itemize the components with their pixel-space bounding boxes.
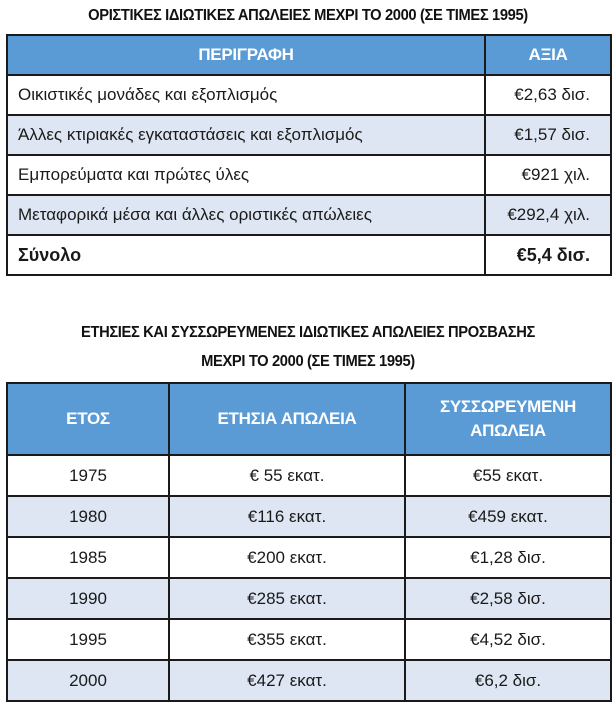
table2-title-line2: ΜΕΧΡΙ ΤΟ 2000 (ΣΕ ΤΙΜΕΣ 1995) (201, 353, 415, 370)
row-value: €2,63 δισ. (485, 75, 611, 115)
header-cumulative-line1: ΣΥΣΣΩΡΕΥΜΕΝΗ (439, 397, 577, 416)
table2-title-line1: ΕΤΗΣΙΕΣ ΚΑΙ ΣΥΣΣΩΡΕΥΜΕΝΕΣ ΙΔΙΩΤΙΚΕΣ ΑΠΩΛΕΙΕΣ ΠΡΟΣΒΑΣΗΣ (81, 324, 535, 341)
header-annual-loss: ΕΤΗΣΙΑ ΑΠΩΛΕΙΑ (169, 383, 405, 455)
row-description: Άλλες κτιριακές εγκαταστάσεις και εξοπλισμός (7, 115, 485, 155)
table-row (7, 455, 611, 496)
header-cumulative-loss (405, 383, 611, 455)
row-annual: € 55 εκατ. (169, 455, 405, 496)
table-row (7, 496, 611, 537)
row-cumulative: €6,2 δισ. (405, 660, 611, 701)
table-header-row (7, 383, 611, 455)
row-year: 1985 (7, 537, 169, 578)
header-year: ΕΤΟΣ (7, 383, 169, 455)
table-row (7, 619, 611, 660)
row-description: Μεταφορικά μέσα και άλλες οριστικές απώλειες (7, 195, 485, 235)
table-row (7, 537, 611, 578)
row-description: Οικιστικές μονάδες και εξοπλισμός (7, 75, 485, 115)
total-value: €5,4 δισ. (485, 235, 611, 275)
table-row (7, 115, 611, 155)
row-annual: €285 εκατ. (169, 578, 405, 619)
table-row (7, 578, 611, 619)
row-year: 1975 (7, 455, 169, 496)
row-year: 1980 (7, 496, 169, 537)
private-losses-table (6, 34, 612, 276)
row-annual: €116 εκατ. (169, 496, 405, 537)
row-cumulative: €4,52 δισ. (405, 619, 611, 660)
annual-cumulative-losses-table (6, 382, 612, 702)
row-cumulative: €1,28 δισ. (405, 537, 611, 578)
row-value: €1,57 δισ. (485, 115, 611, 155)
total-row (7, 235, 611, 275)
row-year: 1990 (7, 578, 169, 619)
row-annual: €355 εκατ. (169, 619, 405, 660)
row-annual: €427 εκατ. (169, 660, 405, 701)
row-year: 1995 (7, 619, 169, 660)
table-row (7, 155, 611, 195)
row-value: €292,4 χιλ. (485, 195, 611, 235)
row-description: Εμπορεύματα και πρώτες ύλες (7, 155, 485, 195)
row-cumulative: €55 εκατ. (405, 455, 611, 496)
row-cumulative: €2,58 δισ. (405, 578, 611, 619)
header-cumulative-line2: ΑΠΩΛΕΙΑ (470, 421, 546, 440)
table1-title: ΟΡΙΣΤΙΚΕΣ ΙΔΙΩΤΙΚΕΣ ΑΠΩΛΕΙΕΣ ΜΕΧΡΙ ΤΟ 2000 (ΣΕ ΤΙΜΕΣ 1995) (88, 7, 528, 24)
table2-title (25, 318, 592, 376)
row-year: 2000 (7, 660, 169, 701)
table-row (7, 195, 611, 235)
table-row (7, 660, 611, 701)
header-description: ΠΕΡΙΓΡΑΦΗ (7, 35, 485, 75)
table-row (7, 75, 611, 115)
row-value: €921 χιλ. (485, 155, 611, 195)
header-value: ΑΞΙΑ (485, 35, 611, 75)
table-header-row (7, 35, 611, 75)
total-label: Σύνολο (7, 235, 485, 275)
row-cumulative: €459 εκατ. (405, 496, 611, 537)
row-annual: €200 εκατ. (169, 537, 405, 578)
